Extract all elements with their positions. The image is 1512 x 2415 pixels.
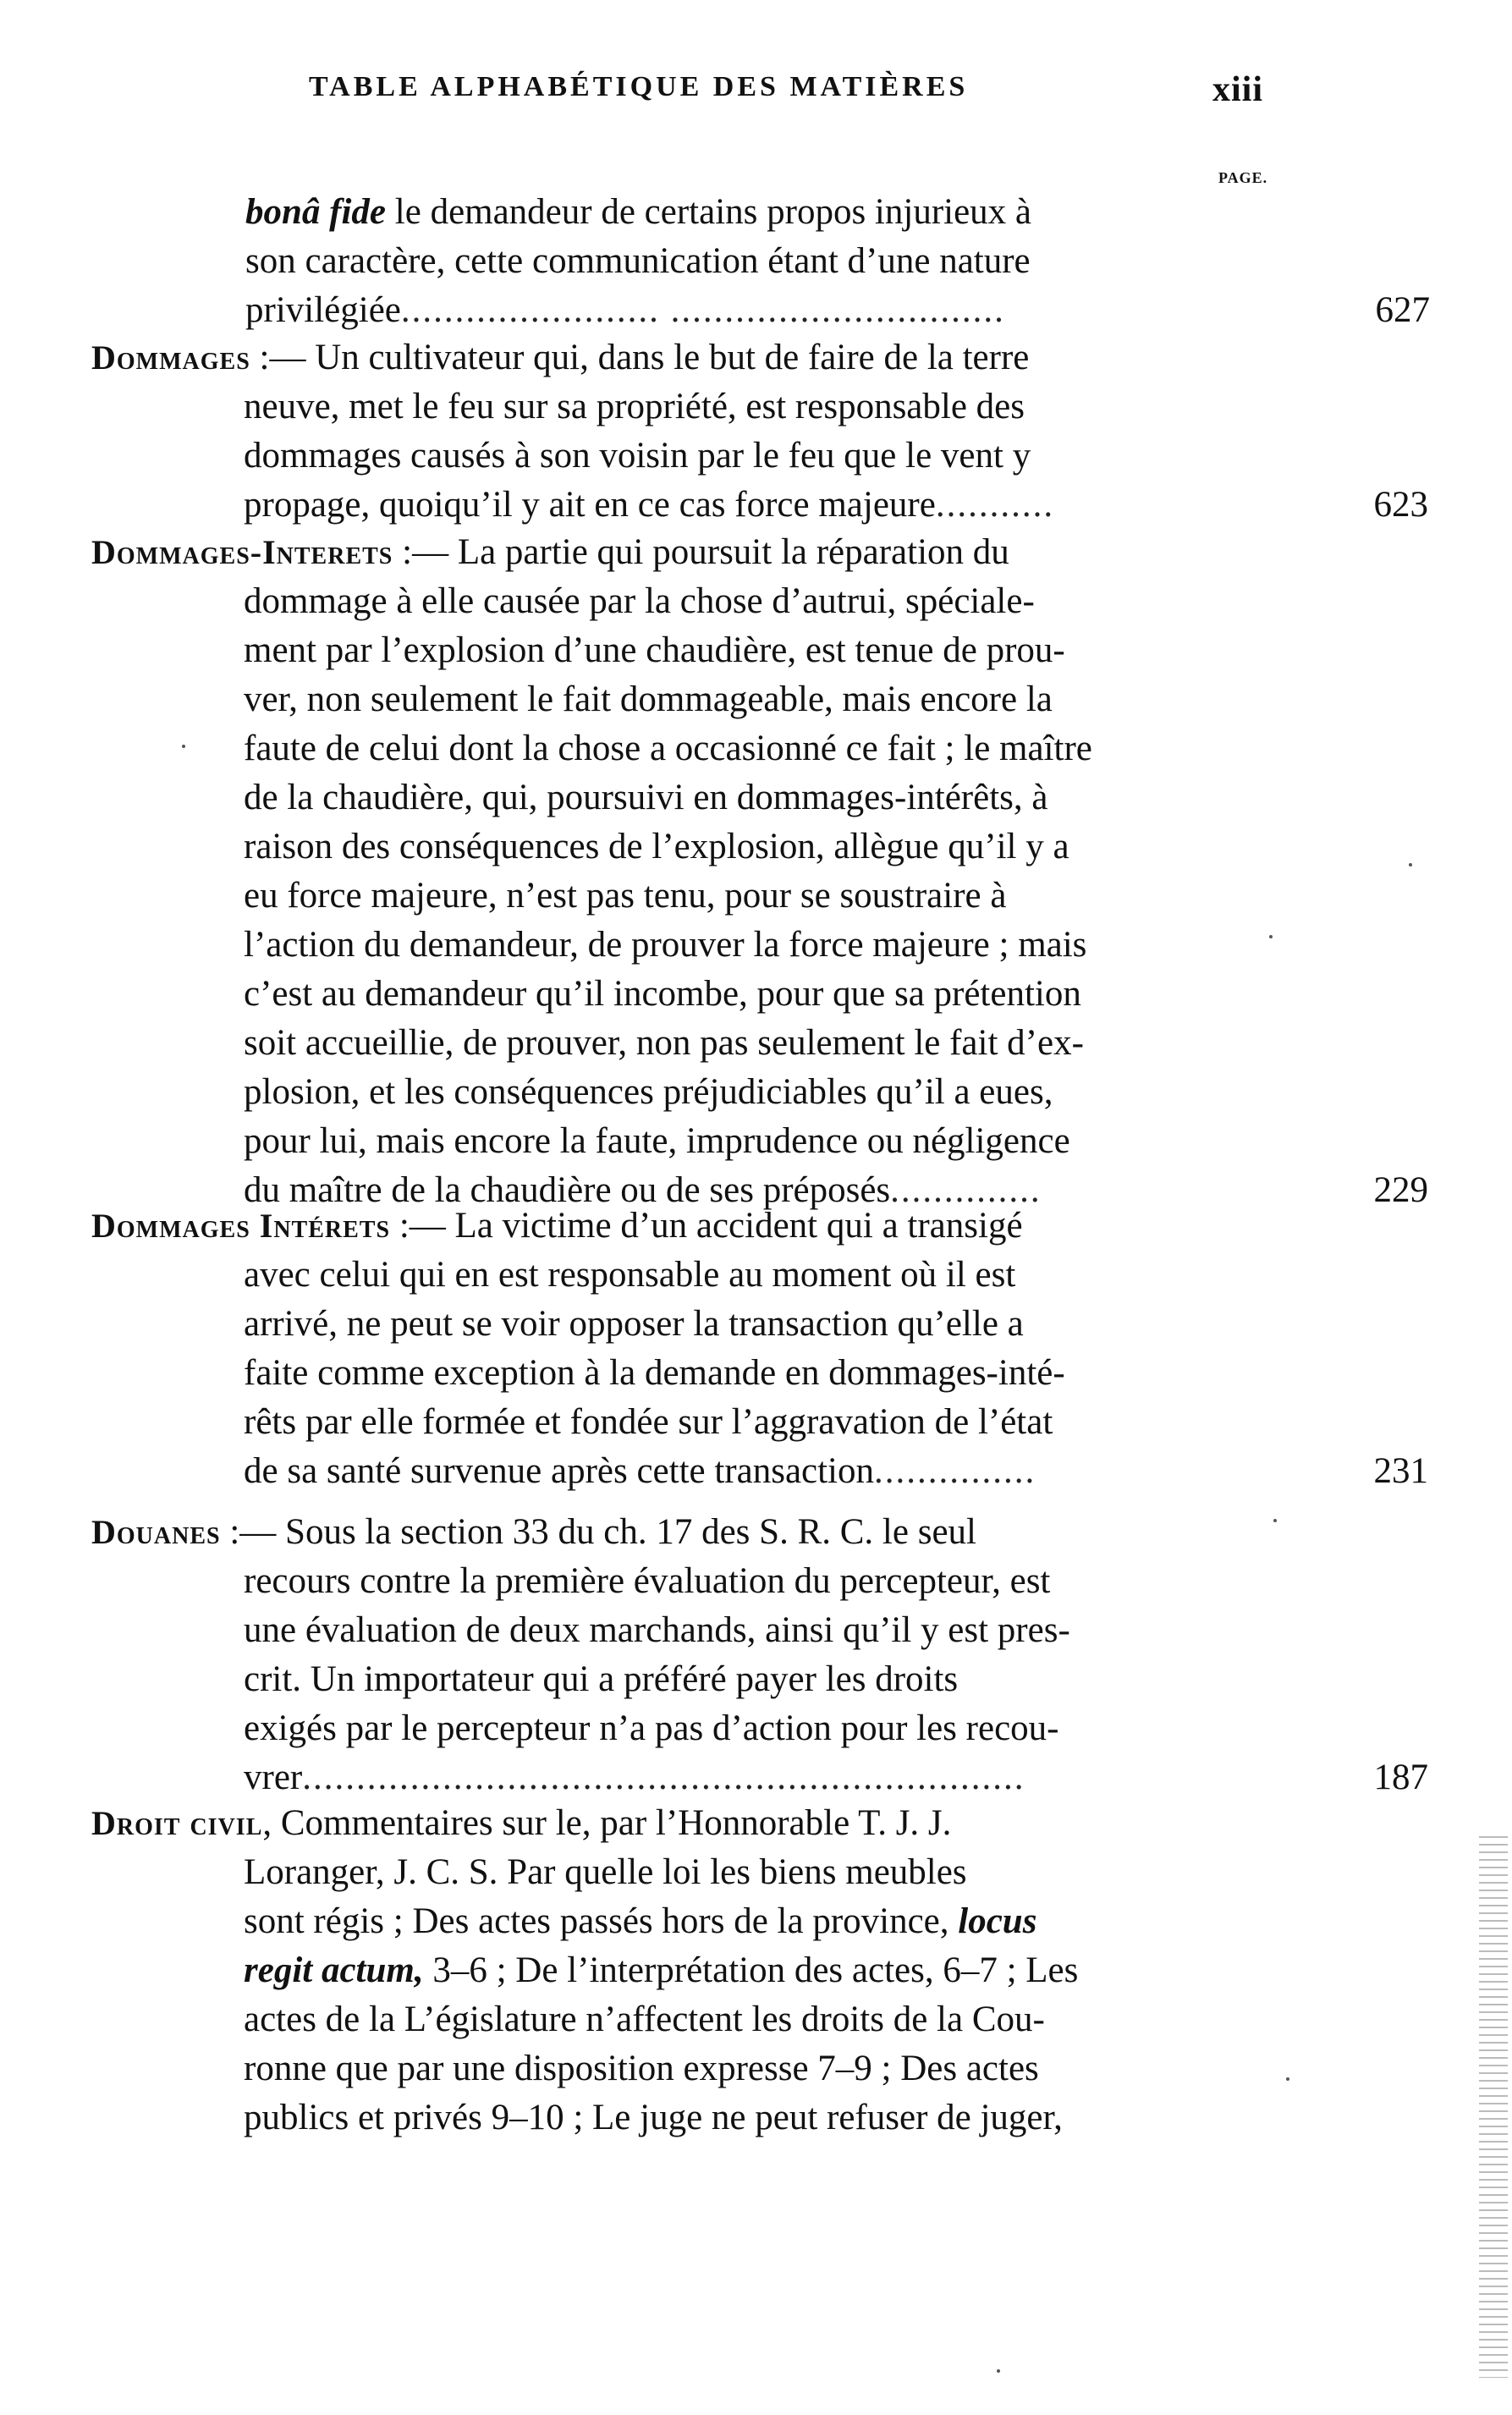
scan-speck xyxy=(1273,1519,1277,1522)
entry-line xyxy=(244,2044,1276,2093)
entry-line xyxy=(244,1251,1276,1300)
dot-leader: ........................ ............................... xyxy=(400,290,1005,330)
scan-speck xyxy=(1409,863,1412,866)
index-entry-dommages xyxy=(91,333,1428,530)
entry-text: de sa santé survenue après cette transaction xyxy=(244,1451,875,1491)
entry-text: :— Sous la section 33 du ch. 17 des S. R. C. le seul xyxy=(220,1512,976,1552)
page-reference: 229 xyxy=(1373,1170,1428,1210)
dot-leader: .............. xyxy=(890,1170,1042,1210)
entry-line xyxy=(244,1753,1428,1802)
entry-line xyxy=(91,1799,1276,1848)
italic-phrase: regit actum, xyxy=(244,1950,424,1990)
entry-text: actes de la L’égislature n’affectent les droits de la Cou- xyxy=(244,2000,1045,2039)
page-reference: 187 xyxy=(1373,1758,1428,1797)
entry-line xyxy=(244,382,1276,432)
entry-line xyxy=(91,333,1276,382)
entry-text: exigés par le percepteur n’a pas d’action pour les recou- xyxy=(244,1708,1059,1748)
entry-text: faute de celui dont la chose a occasionné ce fait ; le maître xyxy=(244,729,1092,768)
entry-line xyxy=(244,724,1276,773)
entry-line xyxy=(244,1704,1276,1753)
entry-text: publics et privés 9–10 ; Le juge ne peut refuser de juger, xyxy=(244,2098,1063,2137)
entry-text: Loranger, J. C. S. Par quelle loi les biens meubles xyxy=(244,1852,967,1892)
entry-line xyxy=(244,822,1276,872)
entry-line xyxy=(244,773,1276,822)
entry-text: arrivé, ne peut se voir opposer la transaction qu’elle a xyxy=(244,1304,1024,1344)
dot-leader: ........... xyxy=(935,485,1055,525)
entry-text: recours contre la première évaluation du percepteur, est xyxy=(244,1561,1051,1601)
entry-text: :— La victime d’un accident qui a transigé xyxy=(390,1206,1023,1246)
entry-text: c’est au demandeur qu’il incombe, pour que sa prétention xyxy=(244,974,1081,1014)
scan-edge-noise xyxy=(1479,1836,1508,2378)
entry-line xyxy=(244,1447,1428,1496)
index-entry-bona-fide-cont xyxy=(91,188,1430,335)
page-reference: 231 xyxy=(1373,1451,1428,1491)
entry-text: :— Un cultivateur qui, dans le but de faire de la terre xyxy=(250,338,1030,377)
entry-line xyxy=(91,1508,1276,1557)
entry-line xyxy=(244,626,1276,675)
entry-line xyxy=(244,1848,1276,1897)
entry-text: plosion, et les conséquences préjudiciables qu’il a eues, xyxy=(244,1072,1053,1112)
entry-line xyxy=(244,1897,1276,1946)
entry-text: :— La partie qui poursuit la réparation du xyxy=(393,532,1009,572)
scan-speck xyxy=(182,745,185,748)
entry-line xyxy=(245,237,1276,286)
index-entry-dommages-interets-2 xyxy=(91,1202,1428,1496)
entry-text: du maître de la chaudière ou de ses préposés xyxy=(244,1170,891,1210)
entry-text: 3–6 ; De l’interprétation des actes, 6–7 ; Les xyxy=(423,1950,1079,1990)
entry-line xyxy=(245,286,1430,335)
entry-line xyxy=(244,1606,1276,1655)
entry-text: pour lui, mais encore la faute, imprudence ou négligence xyxy=(244,1121,1070,1161)
entry-text: l’action du demandeur, de prouver la force majeure ; mais xyxy=(244,925,1087,965)
entry-text: ver, non seulement le fait dommageable, mais encore la xyxy=(244,679,1053,719)
entry-text: sont régis ; Des actes passés hors de la province, xyxy=(244,1901,959,1941)
entry-text: faite comme exception à la demande en dommages-inté- xyxy=(244,1353,1065,1393)
entry-text: soit accueillie, de prouver, non pas seulement le fait d’ex- xyxy=(244,1023,1084,1063)
entry-line xyxy=(244,1300,1276,1349)
page-column-label: PAGE. xyxy=(1218,169,1268,186)
entry-text: crit. Un importateur qui a préféré payer les droits xyxy=(244,1659,959,1699)
entry-heading: Douanes xyxy=(91,1513,221,1551)
scan-speck xyxy=(997,2369,1000,2373)
entry-line xyxy=(244,921,1276,970)
entry-text: avec celui qui en est responsable au moment où il est xyxy=(244,1255,1016,1295)
entry-text: ronne que par une disposition expresse 7–9 ; Des actes xyxy=(244,2049,1039,2088)
entry-line xyxy=(244,970,1276,1019)
entry-line xyxy=(244,1398,1276,1447)
entry-text: rêts par elle formée et fondée sur l’aggravation de l’état xyxy=(244,1402,1053,1442)
index-entry-douanes xyxy=(91,1508,1428,1802)
entry-line xyxy=(91,528,1276,577)
entry-line xyxy=(244,577,1276,626)
entry-text: propage, quoiqu’il y ait en ce cas force majeure xyxy=(244,485,936,525)
entry-heading: Droit civil xyxy=(91,1804,263,1842)
entry-text: une évaluation de deux marchands, ainsi qu’il y est pres- xyxy=(244,1610,1070,1650)
entry-text: son caractère, cette communication étant d’une nature xyxy=(245,241,1031,281)
entry-line xyxy=(244,1655,1276,1704)
entry-text: de la chaudière, qui, poursuivi en dommages-intérêts, à xyxy=(244,778,1048,817)
entry-line xyxy=(244,675,1276,724)
entry-line xyxy=(244,872,1276,921)
entry-line xyxy=(245,188,1276,237)
entry-line xyxy=(244,1117,1276,1166)
page-reference: 623 xyxy=(1373,485,1428,525)
index-entry-dommages-interets-1 xyxy=(91,528,1428,1215)
entry-heading: Dommages Intérets xyxy=(91,1207,391,1245)
entry-text: raison des conséquences de l’explosion, allègue qu’il y a xyxy=(244,827,1069,866)
entry-line xyxy=(244,1995,1276,2044)
entry-heading: Dommages-Interets xyxy=(91,533,393,571)
entry-text: neuve, met le feu sur sa propriété, est responsable des xyxy=(244,387,1025,426)
entry-line xyxy=(244,2093,1276,2143)
entry-line xyxy=(244,432,1276,481)
dot-leader: ............... xyxy=(874,1451,1036,1491)
entry-text: eu force majeure, n’est pas tenu, pour se soustraire à xyxy=(244,876,1007,916)
entry-text: dommages causés à son voisin par le feu que le vent y xyxy=(244,436,1031,476)
entry-text: privilégiée xyxy=(245,290,401,330)
running-header-title: TABLE ALPHABÉTIQUE DES MATIÈRES xyxy=(309,71,969,102)
scan-speck xyxy=(1286,2077,1289,2081)
entry-line xyxy=(244,481,1428,530)
entry-text: ment par l’explosion d’une chaudière, est tenue de prou- xyxy=(244,630,1065,670)
dot-leader: ................................................................... xyxy=(302,1758,1025,1797)
entry-text: le demandeur de certains propos injurieux à xyxy=(386,192,1032,232)
entry-line xyxy=(244,1557,1276,1606)
entry-line xyxy=(244,1946,1276,1995)
page-reference: 627 xyxy=(1375,290,1430,330)
entry-text: vrer xyxy=(244,1758,303,1797)
italic-phrase: locus xyxy=(958,1901,1037,1941)
entry-line xyxy=(244,1349,1276,1398)
page-folio: xiii xyxy=(1212,70,1264,109)
entry-heading: Dommages xyxy=(91,338,250,377)
entry-text: dommage à elle causée par la chose d’autrui, spéciale- xyxy=(244,581,1035,621)
italic-phrase: bonâ fide xyxy=(245,192,387,232)
index-entry-droit-civil xyxy=(91,1799,1276,2143)
entry-text: , Commentaires sur le, par l’Honnorable T. J. J. xyxy=(262,1803,952,1843)
entry-line xyxy=(244,1019,1276,1068)
scan-speck xyxy=(1269,935,1273,938)
entry-line xyxy=(244,1068,1276,1117)
entry-line xyxy=(91,1202,1276,1251)
